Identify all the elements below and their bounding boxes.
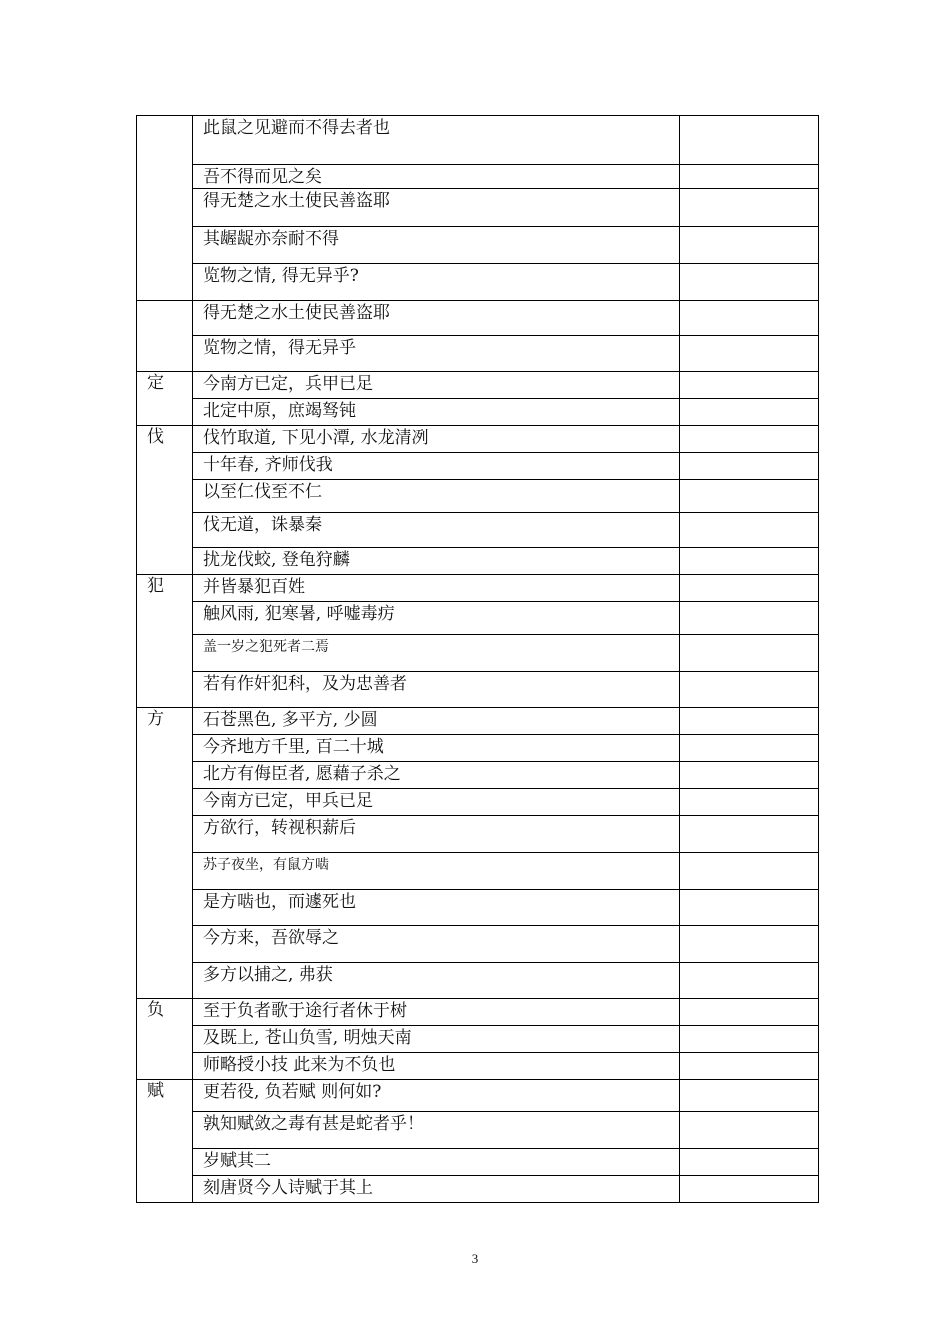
answer-cell [680,762,819,789]
example-sentence: 今齐地方千里, 百二十城 [193,735,680,762]
answer-cell [680,926,819,963]
example-sentence: 今南方已定，兵甲已足 [193,372,680,399]
table-row [137,1176,819,1203]
word-cell: 方 [137,708,193,999]
example-sentence: 此鼠之见避而不得去者也 [193,116,680,165]
answer-cell [680,189,819,227]
answer-cell [680,735,819,762]
example-sentence: 刻唐贤今人诗赋于其上 [193,1176,680,1203]
page-number: 3 [471,1251,479,1266]
answer-cell [680,789,819,816]
answer-cell [680,372,819,399]
table-row [137,1053,819,1080]
table-row [137,336,819,372]
example-sentence: 览物之情，得无异乎 [193,336,680,372]
example-sentence: 今方来，吾欲辱之 [193,926,680,963]
table-row [137,735,819,762]
example-sentence: 触风雨, 犯寒暑, 呼嘘毒疠 [193,602,680,635]
answer-cell [680,708,819,735]
answer-cell [680,116,819,165]
answer-cell [680,963,819,999]
table-row [137,116,819,165]
table-row [137,963,819,999]
vocabulary-table-container [136,115,817,1203]
example-sentence: 览物之情, 得无异乎? [193,264,680,301]
table-row [137,189,819,227]
table-row [137,672,819,708]
answer-cell [680,999,819,1026]
example-sentence: 及既上, 苍山负雪, 明烛天南 [193,1026,680,1053]
answer-cell [680,1149,819,1176]
table-row [137,853,819,890]
answer-cell [680,853,819,890]
example-sentence: 若有作奸犯科，及为忠善者 [193,672,680,708]
table-row [137,1080,819,1112]
table-row [137,480,819,513]
answer-cell [680,548,819,575]
table-row [137,264,819,301]
word-cell: 伐 [137,426,193,575]
example-sentence: 得无楚之水土使民善盗耶 [193,301,680,336]
word-cell: 负 [137,999,193,1080]
table-row [137,1112,819,1149]
word-cell: 犯 [137,575,193,708]
answer-cell [680,399,819,426]
table-row [137,602,819,635]
table-row [137,999,819,1026]
table-row [137,762,819,789]
table-row [137,513,819,548]
answer-cell [680,264,819,301]
table-row [137,165,819,189]
example-sentence: 得无楚之水土使民善盗耶 [193,189,680,227]
answer-cell [680,227,819,264]
answer-cell [680,1080,819,1112]
example-sentence: 并皆暴犯百姓 [193,575,680,602]
example-sentence: 其龌龊亦奈耐不得 [193,227,680,264]
answer-cell [680,1026,819,1053]
answer-cell [680,890,819,926]
example-sentence: 以至仁伐至不仁 [193,480,680,513]
answer-cell [680,575,819,602]
answer-cell [680,426,819,453]
example-sentence: 伐竹取道, 下见小潭, 水龙清冽 [193,426,680,453]
table-row [137,708,819,735]
table-row [137,890,819,926]
word-cell: 赋 [137,1080,193,1203]
answer-cell [680,301,819,336]
table-row [137,575,819,602]
table-row [137,548,819,575]
example-sentence: 北方有侮臣者, 愿藉子杀之 [193,762,680,789]
table-row [137,453,819,480]
table-row [137,816,819,853]
answer-cell [680,165,819,189]
table-row [137,1149,819,1176]
example-sentence: 盖一岁之犯死者二焉 [193,635,680,672]
example-sentence: 至于负者歌于途行者休于树 [193,999,680,1026]
table-row [137,789,819,816]
answer-cell [680,1053,819,1080]
table-row [137,301,819,336]
example-sentence: 岁赋其二 [193,1149,680,1176]
example-sentence: 孰知赋敛之毒有甚是蛇者乎！ [193,1112,680,1149]
example-sentence: 北定中原，庶竭驽钝 [193,399,680,426]
table-row [137,635,819,672]
table-row [137,1026,819,1053]
example-sentence: 师略授小技 此来为不负也 [193,1053,680,1080]
word-cell [137,301,193,372]
answer-cell [680,513,819,548]
example-sentence: 今南方已定，甲兵已足 [193,789,680,816]
example-sentence: 吾不得而见之矣 [193,165,680,189]
example-sentence: 更若役, 负若赋 则何如? [193,1080,680,1112]
table-row [137,399,819,426]
table-row [137,926,819,963]
word-cell: 定 [137,372,193,426]
answer-cell [680,602,819,635]
example-sentence: 是方啮也，而遽死也 [193,890,680,926]
answer-cell [680,635,819,672]
table-row [137,227,819,264]
answer-cell [680,816,819,853]
answer-cell [680,480,819,513]
example-sentence: 多方以捕之, 弗获 [193,963,680,999]
answer-cell [680,453,819,480]
example-sentence: 方欲行，转视积薪后 [193,816,680,853]
example-sentence: 伐无道，诛暴秦 [193,513,680,548]
example-sentence: 十年春, 齐师伐我 [193,453,680,480]
example-sentence: 苏子夜坐，有鼠方啮 [193,853,680,890]
table-row [137,426,819,453]
vocabulary-table [136,115,819,1203]
answer-cell [680,1112,819,1149]
answer-cell [680,1176,819,1203]
answer-cell [680,672,819,708]
word-cell [137,116,193,301]
answer-cell [680,336,819,372]
table-row [137,372,819,399]
example-sentence: 扰龙伐蛟, 登龟狩麟 [193,548,680,575]
example-sentence: 石苍黑色, 多平方, 少圆 [193,708,680,735]
